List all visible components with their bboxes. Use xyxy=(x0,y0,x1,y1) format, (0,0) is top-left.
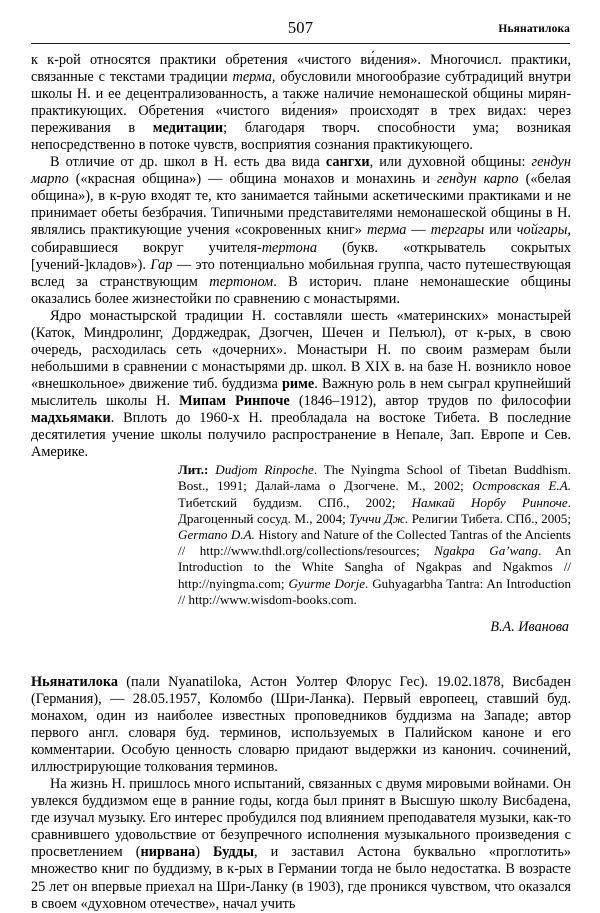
running-head xyxy=(31,18,570,40)
italic-term: чойгары xyxy=(516,222,568,239)
italic-term: Gyurme Dorje xyxy=(288,575,366,591)
italic-term: Туччи Дж. xyxy=(349,510,409,526)
entry-paragraph: Ньянатилока (пали Nyanatiloka, Астон Уолтер Флорус Гес). 19.02.1878, Висбаден (Германия), — 28.05.1957, Коломбо (Шри-Ланка). Первый европеец, ставший буд. монахом, один из наиболее известных проповедников буддизма на Западе; автор первого англ. словаря буд. терминов, используемых в Палийском каноне и его комментарии. Особую ценность словарю придают выдержки из канонич. сочинений, иллюстрирующие толкования терминов. xyxy=(31,673,571,776)
article-byline: В.А. Иванова xyxy=(490,618,569,635)
bold-term: Мипам Ринпоче xyxy=(179,392,290,409)
italic-term: терма xyxy=(232,69,272,86)
italic-term: Намкай Норбу Ринпоче xyxy=(411,494,568,510)
text-body xyxy=(31,52,571,913)
header-divider xyxy=(31,43,570,44)
literature-block xyxy=(31,462,571,608)
paragraph: Ядро монастырской традиции Н. составляли шесть «материнских» монастырей (Каток, Миндролинг, Дорджедрак, Дзогчен, Шечен и Пелъюл), от к-рых, в свою очередь, расходилась сеть «дочерних». Монастыри Н. по своим размерам были небольшими в сравнении с монастырями др. школ. В XIX в. на базе Н. возникло новое «внешкольное» движение тиб. буддизма риме. Важную роль в нем сыграл крупнейший мыслитель школы Н. Мипам Ринпоче (1846–1912), автор трудов по философии мадхьямаки. Вплоть до 1960-х Н. преобладала на востоке Тибета. В последние десятилетия учение школы получило распространение в Непале, Зап. Европе и Сев. Америке. xyxy=(31,307,571,461)
italic-term: тергары xyxy=(430,222,485,239)
italic-term: гендун карпо xyxy=(437,171,519,188)
entry-paragraph: На жизнь Н. пришлось много испытаний, связанных с двумя мировыми войнами. Он увлекся буддизмом еще в ранние годы, когда был принят в Высшую школу Висбадена, где изучал музыку. Его интерес пробудился под влиянием преподавателя музыки, как-то сравнившего удовольствие от безупречного исполнения музыкального произведения с просветлением (нирвана) Будды, и заставил Астона буквально «проглотить» множество книг по буддизму, в к-рых в Германии тогда не было недостатка. В возрасте 25 лет он впервые приехал на Шри-Ланку (в 1903), где проникся чувством, что оказался в своем «духовном отечестве», начал учить xyxy=(31,776,571,912)
bold-term: нирвана xyxy=(140,844,196,861)
entry-separator xyxy=(31,636,571,674)
italic-term: Germano D.A. xyxy=(178,526,255,542)
italic-term: гендун марпо xyxy=(31,154,571,188)
italic-term: терма xyxy=(366,222,407,239)
page-number: 507 xyxy=(287,18,314,37)
italic-term: тертоном xyxy=(209,273,274,290)
italic-term: тертона xyxy=(261,239,318,256)
paragraph: В отличие от др. школ в Н. есть два вида сангхи, или духовной общины: гендун марпо («красная община») — община монахов и монахинь и гендун карпо («белая община»), в к-рую входят те, кто занимается тайными аскетическими практиками и не принимает обеты безбрачия. Типичными представителями немонашеской общины в Н. являлись практикующие учения «сокровенных книг» терма — тергары или чойгары, собиравшиеся вокруг учителя-тертона (букв. «открыватель сокрытых [учений-]кладов»). Гар — это потенциально мобильная группа, часто путешествующая вслед за странствующим тертоном. В историч. плане немонашеские общины оказались более жизнестойки по сравнению с монастырями. xyxy=(31,154,572,307)
italic-term: Гар xyxy=(150,256,173,273)
italic-term: Островская Е.А. xyxy=(472,478,572,494)
italic-term: Dudjom Rinpoche xyxy=(215,462,314,478)
bold-term: сангхи xyxy=(325,154,370,171)
paragraph: к к-рой относятся практики обретения «чистого ви́дения». Многочисл. практики, связанные с текстами традиции терма, обусловили многообразие субтрадиций внутри школы Н. и ее децентрализованность, а также наличие немонашеской общины мирян-практикующих. Обретения «чистого ви́дения» происходят в трех видах: через переживания в медитации; благодаря творч. способности ума; возникая непосредственно в потоке чувств, восприятия сознания практикующего. xyxy=(31,52,571,154)
bold-term: Ньянатилока xyxy=(31,673,119,690)
running-head-title: Ньянатилока xyxy=(498,23,570,35)
bold-term: риме xyxy=(281,375,315,392)
bold-term: Будды xyxy=(213,844,254,861)
literature-references: Лит.: Dudjom Rinpoche. The Nyingma School of Tibetan Buddhism. Bost., 1991; Далай-лама о Дзогчене. М., 2002; Островская Е.А. Тибетский буддизм. СПб., 2002; Намкай Норбу Ринпоче. Драгоценный сосуд. М., 2004; Туччи Дж. Религии Тибета. СПб., 2005; Germano D.A. History and Nature of the Collected Tantras of the Ancients // http://www.thdl.org/collections/resources; Ngakpa Ga’wang. An Introduction to the White Sangha of Ngakpas and Ngakmos // http://nyingma.com; Gyurme Dorje. Guhyagarbha Tantra: An Introduction // http://www.wisdom-books.com. xyxy=(178,462,572,607)
bold-term: медитации xyxy=(152,120,224,137)
bold-term: Лит.: xyxy=(178,462,209,478)
italic-term: Ngakpa Ga’wang xyxy=(434,543,539,559)
bold-term: мадхьямаки xyxy=(31,409,111,426)
